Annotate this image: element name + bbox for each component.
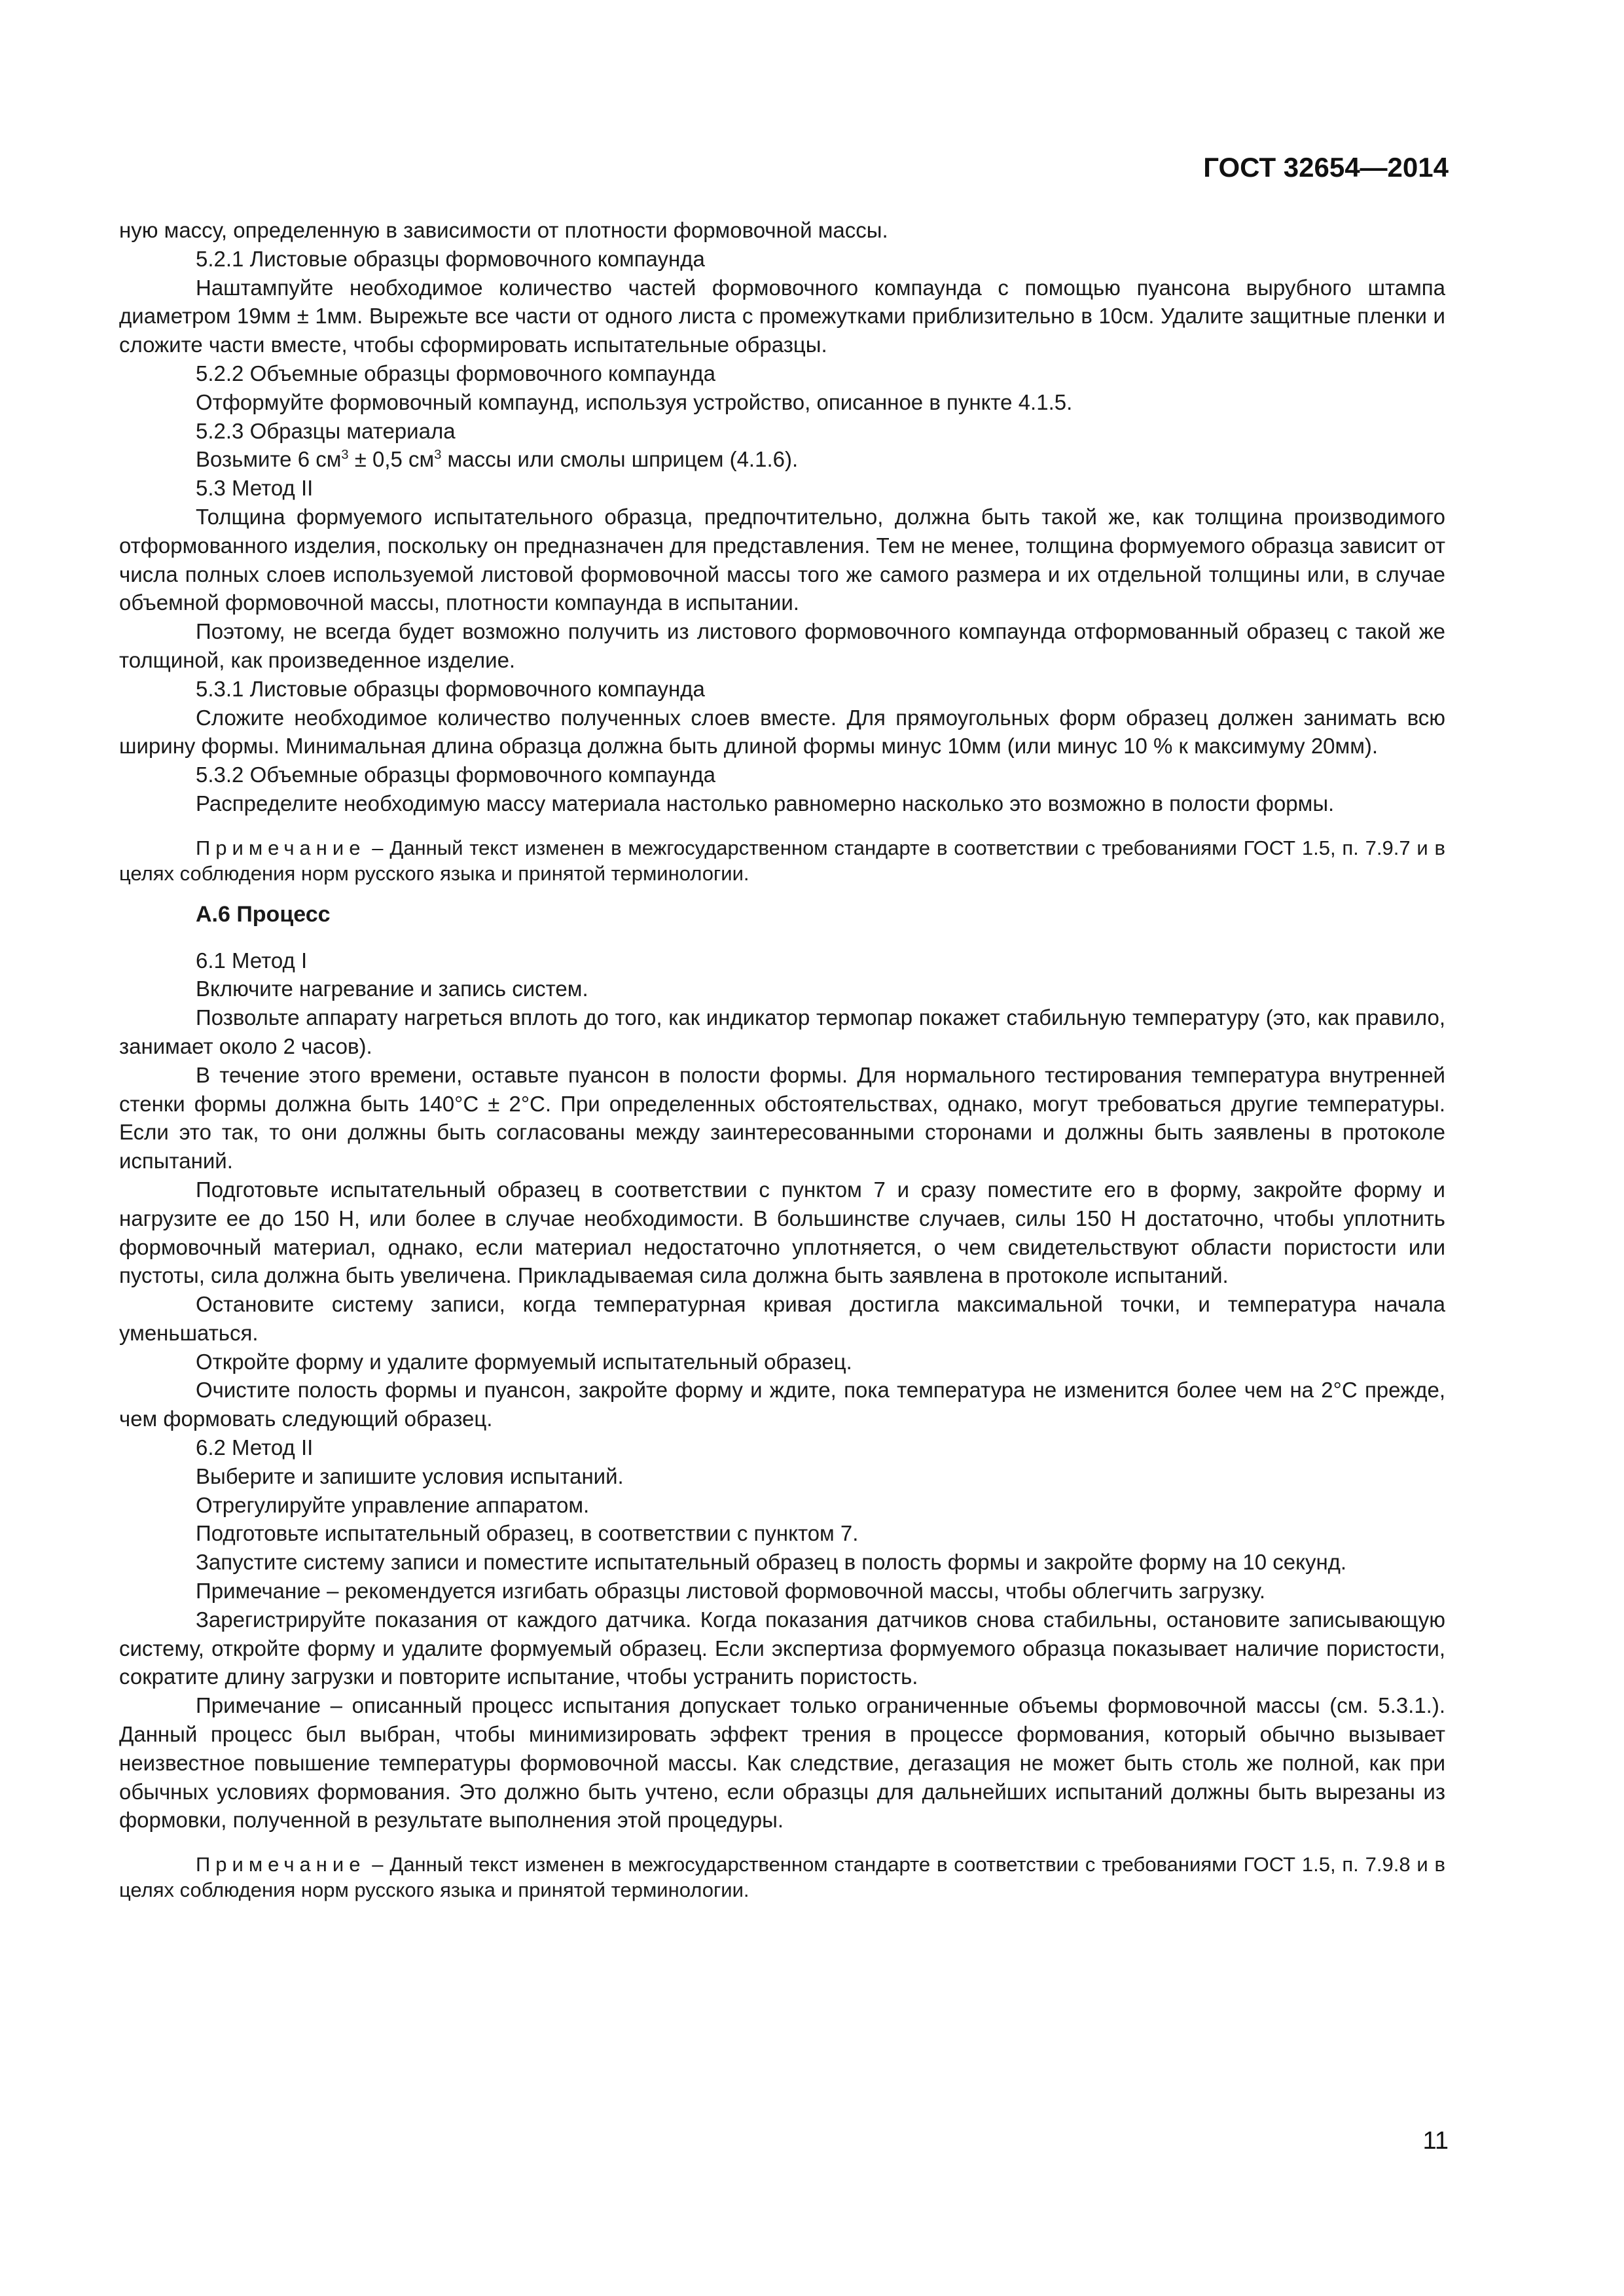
body-paragraph xyxy=(119,445,1445,474)
note-text: – Данный текст изменен в межгосударственном стандарте в соответствии с требованиями ГОСТ 1.5, п. 7.9.7 и в целях соблюдения норм русского языка и принятой терминологии. xyxy=(119,836,1445,885)
body-paragraph: Отформуйте формовочный компаунд, используя устройство, описанное в пункте 4.1.5. xyxy=(196,389,1073,414)
page-number: 11 xyxy=(1422,2127,1449,2155)
text-run: ± 0,5 см xyxy=(348,447,435,472)
note-paragraph xyxy=(119,1852,1445,1903)
note-label: Примечание xyxy=(196,1853,366,1876)
superscript: 3 xyxy=(341,448,349,463)
body-paragraph: Зарегистрируйте показания от каждого датчика. Когда показания датчиков снова стабильны, остановите записывающую систему, откройте форму и удалите формуемый образец. Если экспертиза формуемого образца показывает наличие пористости, сократите длину загрузки и повторите испытание, чтобы устранить пористость. xyxy=(119,1607,1445,1689)
text-run: Возьмите 6 см xyxy=(196,447,342,472)
body-paragraph: Запустите систему записи и поместите испытательный образец в полость формы и закройте форму на 10 секунд. xyxy=(196,1550,1347,1575)
note-label: Примечание xyxy=(196,836,366,859)
body-paragraph: 5.3 Метод II xyxy=(196,476,314,501)
body-paragraph: В течение этого времени, оставьте пуансон в полости формы. Для нормального тестирования температура внутренней стенки формы должна быть 140°C ± 2°C. При определенных обстоятельствах, однако, могут требоваться другие температуры. Если это так, то они должны быть согласованы между заинтересованными сторонами и должны быть заявлены в протоколе испытаний. xyxy=(119,1062,1445,1174)
body-paragraph: 5.3.1 Листовые образцы формовочного компаунда xyxy=(196,676,705,701)
body-paragraph: 6.1 Метод I xyxy=(196,948,308,973)
body-paragraph: Сложите необходимое количество полученных слоев вместе. Для прямоугольных форм образец должен занимать всю ширину формы. Минимальная длина образца должна быть длиной формы минус 10мм (или минус 10 % к максимуму 20мм). xyxy=(119,705,1445,759)
body-paragraph: Примечание – рекомендуется изгибать образцы листовой формовочной массы, чтобы облегчить загрузку. xyxy=(196,1579,1265,1604)
body-paragraph: Отрегулируйте управление аппаратом. xyxy=(196,1492,590,1517)
body-paragraph: Позвольте аппарату нагреться вплоть до того, как индикатор термопар покажет стабильную температуру (это, как правило, занимает около 2 часов). xyxy=(119,1005,1445,1058)
body-paragraph: 5.2.1 Листовые образцы формовочного компаунда xyxy=(196,246,705,271)
body-paragraph: Подготовьте испытательный образец в соответствии с пунктом 7 и сразу поместите его в форму, закройте форму и нагрузите ее до 150 Н, или более в случае необходимости. В большинстве случаев, силы 150 Н достаточно, чтобы уплотнить формовочный материал, однако, если материал недостаточно уплотняется, о чем свидетельствуют области пористости или пустоты, сила должна быть увеличена. Прикладываемая сила должна быть заявлена в протоколе испытаний. xyxy=(119,1177,1445,1288)
section-heading: А.6 Процесс xyxy=(196,901,331,927)
body-paragraph: 5.3.2 Объемные образцы формовочного компаунда xyxy=(196,762,715,787)
body-paragraph: Очистите полость формы и пуансон, закройте форму и ждите, пока температура не изменится более чем на 2°C прежде, чем формовать следующий образец. xyxy=(119,1378,1445,1431)
body-paragraph: Остановите систему записи, когда температурная кривая достигла максимальной точки, и температура начала уменьшаться. xyxy=(119,1292,1445,1345)
body-paragraph: ную массу, определенную в зависимости от плотности формовочной массы. xyxy=(119,218,888,242)
body-paragraph: Толщина формуемого испытательного образца, предпочтительно, должна быть такой же, как толщина производимого отформованного изделия, поскольку он предназначен для представления. Тем не менее, толщина формуемого образца зависит от числа полных слоев используемой листовой формовочной массы того же самого размера и их отдельной толщины или, в случае объемной формовочной массы, плотности компаунда в испытании. xyxy=(119,504,1445,615)
body-paragraph: Откройте форму и удалите формуемый испытательный образец. xyxy=(196,1349,852,1374)
body-paragraph: 6.2 Метод II xyxy=(196,1435,314,1460)
superscript: 3 xyxy=(434,448,442,463)
note-text: – Данный текст изменен в межгосударственном стандарте в соответствии с требованиями ГОСТ 1.5, п. 7.9.8 и в целях соблюдения норм русского языка и принятой терминологии. xyxy=(119,1853,1445,1902)
body-paragraph: Включите нагревание и запись систем. xyxy=(196,977,588,1001)
body-paragraph: Выберите и запишите условия испытаний. xyxy=(196,1463,624,1488)
body-paragraph: Поэтому, не всегда будет возможно получить из листового формовочного компаунда отформованный образец с такой же толщиной, как произведенное изделие. xyxy=(119,619,1445,672)
body-paragraph: Подготовьте испытательный образец, в соответствии с пунктом 7. xyxy=(196,1521,859,1546)
body-paragraph: Наштампуйте необходимое количество частей формовочного компаунда с помощью пуансона вырубного штампа диаметром 19мм ± 1мм. Вырежьте все части от одного листа с промежутками приблизительно в 10см. Удалите защитные пленки и сложите части вместе, чтобы сформировать испытательные образцы. xyxy=(119,275,1445,357)
body-paragraph: Примечание – описанный процесс испытания допускает только ограниченные объемы формовочной массы (см. 5.3.1.). Данный процесс был выбран, чтобы минимизировать эффект трения в процессе формования, который обычно вызывает неизвестное повышение температуры формовочной массы. Как следствие, дегазация не может быть столь же полной, как при обычных условиях формования. Это должно быть учтено, если образцы для дальнейших испытаний должны быть вырезаны из формовки, полученной в результате выполнения этой процедуры. xyxy=(119,1693,1445,1833)
note-paragraph xyxy=(119,835,1445,886)
document-body xyxy=(119,216,1445,1903)
body-paragraph: 5.2.3 Образцы материала xyxy=(196,418,456,443)
document-id-header: ГОСТ 32654—2014 xyxy=(1203,152,1449,183)
text-run: массы или смолы шприцем (4.1.6). xyxy=(441,447,799,472)
body-paragraph: 5.2.2 Объемные образцы формовочного компаунда xyxy=(196,361,715,386)
body-paragraph: Распределите необходимую массу материала настолько равномерно насколько это возможно в полости формы. xyxy=(196,791,1335,816)
